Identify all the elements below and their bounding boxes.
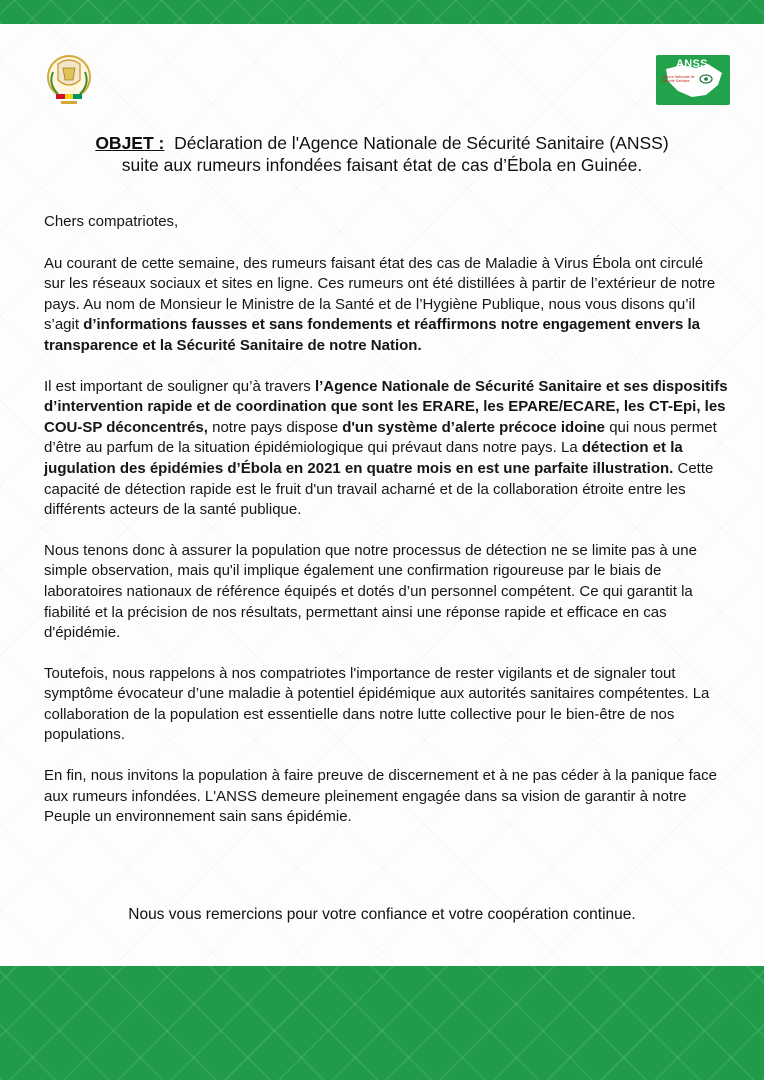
p1-text: Au courant de cette semaine, des rumeurs faisant état des cas de Maladie à Virus Ébola ont circulé sur les réseaux sociaux et sites en ligne. Ces rumeurs ont été distillées à partir de l’extérieur de notre pays. Au nom de Monsieur le Ministre de la Santé et de l’Hygiène Publique, nous vous disons qu’il s’agit (44, 254, 716, 334)
paragraph-detection: Nous tenons donc à assurer la population que notre processus de détection ne se limite pas à une simple observation, mais qu'il implique également une confirmation rigoureuse par le biais de laboratoires nationaux de référence équipés et dotés d’un personnel compétent. Ce qui garantit la fiabilité et la précision de nos résultats, permettant ainsi une réponse rapide et efficace en cas d'épidémie. (44, 541, 697, 642)
p1-emphasis: d’informations fausses et sans fondements et réaffirmons notre engagement envers la transparence et la Sécurité Sanitaire de notre Nation. (44, 316, 701, 354)
p2-text-2: notre pays dispose (207, 418, 343, 436)
bottom-green-band (0, 966, 764, 1080)
p2-emphasis-2: d'un système d’alerte précoce idoine (342, 418, 606, 436)
letter-body (44, 212, 728, 848)
paragraph-anss-system (44, 377, 728, 521)
subject-heading (40, 132, 724, 176)
top-green-band (0, 0, 764, 24)
paragraph-vigilance: Toutefois, nous rappelons à nos compatriotes l'importance de rester vigilants et de signaler tout symptôme évocateur d’une maladie à potentiel épidémique aux autorités sanitaires compétentes. La collaboration de la population est essentielle dans notre lutte collective pour le bien-être de nos populations. (44, 664, 710, 744)
p2-text-1: Il est important de souligner qu’à travers (44, 377, 315, 395)
subject-line-1: Déclaration de l'Agence Nationale de Sécurité Sanitaire (ANSS) (174, 133, 669, 153)
anss-logo (656, 55, 730, 105)
paragraph-discernment: En fin, nous invitons la population à faire preuve de discernement et à ne pas céder à la panique face aux rumeurs infondées. L'ANSS demeure pleinement engagée dans sa vision de garantir à notre Peuple un environnement sain sans épidémie. (44, 767, 717, 826)
p2-emphasis-1: l’Agence Nationale de Sécurité Sanitaire et ses dispositifs d’intervention rapide et de coordination que sont les ERARE, les EPARE/ECARE, les CT-Epi, les COU-SP déconcentrés, (44, 377, 728, 436)
p2-text-4: Cette capacité de détection rapide est le fruit d'un travail acharné et de la collaboration étroite entre les différents acteurs de la santé publique. (44, 459, 714, 519)
subject-line-2: suite aux rumeurs infondées faisant état de cas d’Ébola en Guinée. (121, 155, 643, 175)
salutation: Chers compatriotes, (44, 213, 179, 230)
closing-line: Nous vous remercions pour votre confiance et votre coopération continue. (128, 906, 636, 923)
paragraph-rumors (44, 254, 728, 357)
guinea-seal-icon (44, 50, 94, 108)
p2-text-3: qui nous permet d’être au parfum de la situation épidémiologique qui prévaut dans notre pays. La (44, 418, 717, 457)
anss-mark: ANSS (676, 58, 708, 70)
subject-label: OBJET : (95, 133, 165, 153)
anss-caption: Agence Nationale de Sécurité Sanitaire (662, 75, 695, 83)
p2-emphasis-3: détection et la jugulation des épidémies d’Ébola en 2021 en quatre mois en est une parfaite illustration. (44, 439, 683, 477)
